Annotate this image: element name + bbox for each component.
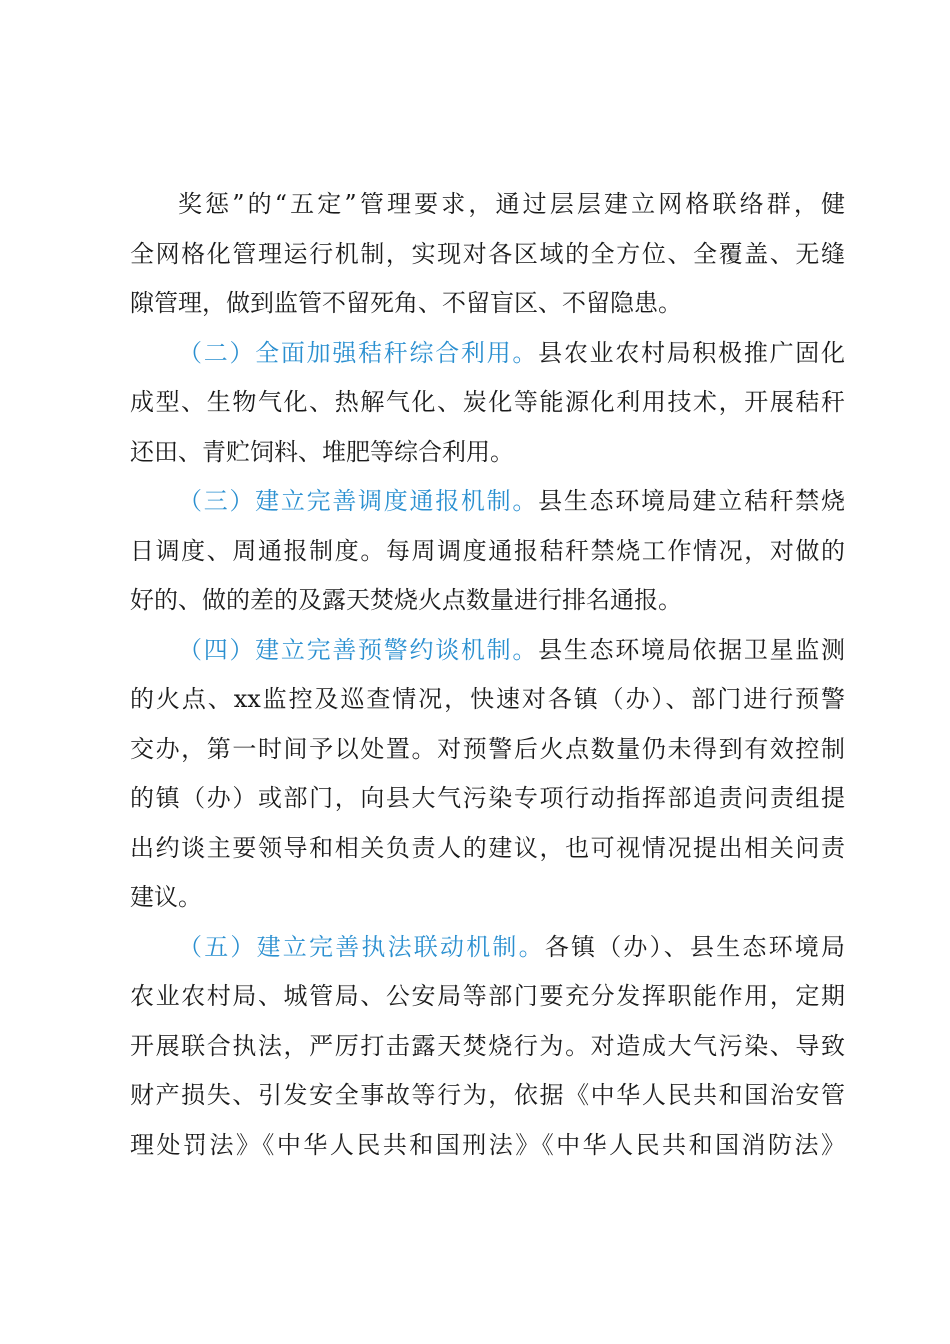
paragraph-line: 出约谈主要领导和相关负责人的建议，也可视情况提出相关问责	[130, 833, 845, 862]
paragraph-line: 全网格化管理运行机制，实现对各区域的全方位、全覆盖、无缝	[130, 239, 845, 268]
section-3-first-line	[130, 477, 845, 527]
section-5-text: 各镇（办）、县生态环境局	[544, 932, 845, 961]
paragraph-line: 还田、青贮饲料、堆肥等综合利用。	[130, 437, 514, 466]
section-5-first-line	[130, 923, 845, 973]
paragraph-line: 日调度、周通报制度。每周调度通报秸秆禁烧工作情况，对做的	[130, 536, 845, 565]
section-2-heading: （二）全面加强秸秆综合利用。	[178, 338, 539, 367]
paragraph-line: 隙管理，做到监管不留死角、不留盲区、不留隐患。	[130, 289, 682, 317]
section-3-text: 县生态环境局建立秸秆禁烧	[538, 487, 845, 515]
paragraph-line: 财产损失、引发安全事故等行为，依据《中华人民共和国治安管	[130, 1081, 845, 1109]
section-3-heading: （三）建立完善调度通报机制。	[178, 487, 539, 515]
section-4-heading: （四）建立完善预警约谈机制。	[178, 635, 539, 664]
section-4-text: 县生态环境局依据卫星监测	[538, 635, 845, 664]
paragraph-line: 的火点、xx监控及巡查情况，快速对各镇（办）、部门进行预警	[130, 685, 845, 713]
paragraph-line: 奖惩”的“五定”管理要求，通过层层建立网格联络群，健	[178, 190, 845, 218]
paragraph-line: 建议。	[130, 883, 202, 911]
paragraph-line: 交办，第一时间予以处置。对预警后火点数量仍未得到有效控制	[130, 734, 845, 763]
paragraph-line: 开展联合执法，严厉打击露天焚烧行为。对造成大气污染、导致	[130, 1031, 845, 1060]
paragraph-line: 的镇（办）或部门，向县大气污染专项行动指挥部追责问责组提	[130, 784, 845, 812]
document-body	[130, 180, 845, 1170]
paragraph-line: 理处罚法》《中华人民共和国刑法》《中华人民共和国消防法》	[130, 1130, 845, 1159]
section-5-heading: （五）建立完善执法联动机制。	[178, 932, 545, 961]
section-2-text: 县农业农村局积极推广固化	[538, 338, 845, 367]
section-2-first-line	[130, 329, 845, 379]
paragraph-line: 好的、做的差的及露天焚烧火点数量进行排名通报。	[130, 586, 682, 614]
paragraph-line: 农业农村局、城管局、公安局等部门要充分发挥职能作用，定期	[130, 982, 845, 1010]
section-4-first-line	[130, 626, 845, 676]
paragraph-line: 成型、生物气化、热解气化、炭化等能源化利用技术，开展秸秆	[130, 388, 845, 416]
